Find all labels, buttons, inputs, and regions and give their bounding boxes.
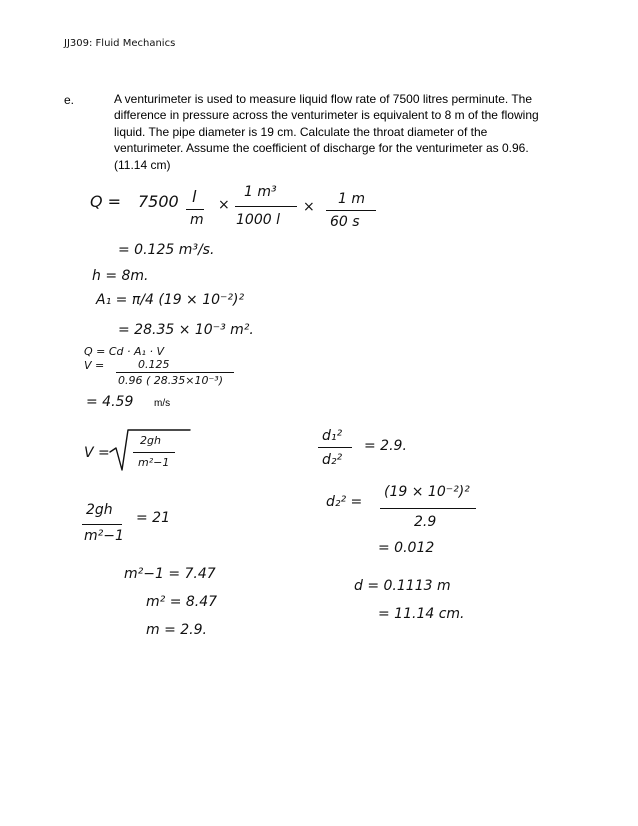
d-ratio-num: d₁² bbox=[322, 428, 343, 444]
v-numerator: 0.125 bbox=[138, 358, 170, 371]
area-a1-result: = 28.35 × 10⁻³ m². bbox=[118, 322, 254, 338]
v-formula-lhs: V = bbox=[84, 445, 110, 461]
d2-lhs: d₂² = bbox=[326, 494, 363, 510]
d-ratio-eq: = 2.9. bbox=[364, 438, 407, 454]
q-min: m bbox=[190, 212, 204, 228]
conv-m3-den: 1000 l bbox=[236, 212, 280, 228]
v-lhs: V = bbox=[84, 359, 105, 372]
q-equation: Q = Cd · A₁ · V bbox=[84, 345, 164, 358]
times-sign-2: × bbox=[303, 199, 315, 215]
question-text: A venturimeter is used to measure liquid flow rate of 7500 litres perminute. The difference in pressure across the venturimeter is equivalent to 8 m of the flowing liquid. The pipe diameter is 19 cm. Calculate the throat diameter of the venturimeter. Assume the coefficient of discharge for the venturimeter as 0.96.(11.14 cm) bbox=[114, 92, 539, 172]
square-root-sign bbox=[110, 430, 190, 470]
m2-minus-one: m²−1 = 7.47 bbox=[124, 566, 216, 582]
m-squared: m² = 8.47 bbox=[146, 594, 218, 610]
q-result: = 0.125 m³/s. bbox=[118, 242, 215, 258]
v-formula-den: m²−1 bbox=[138, 456, 170, 469]
v-result: = 4.59 bbox=[86, 394, 134, 410]
d-ratio-den: d₂² bbox=[322, 452, 343, 468]
times-sign-1: × bbox=[218, 197, 230, 213]
question-label: e. bbox=[64, 93, 75, 107]
conv-min-num: 1 m bbox=[338, 191, 365, 207]
q-lhs: Q = bbox=[90, 192, 122, 211]
d-cm: = 11.14 cm. bbox=[378, 606, 465, 622]
d2-result: = 0.012 bbox=[378, 540, 435, 556]
conv-min-den: 60 s bbox=[330, 214, 360, 230]
q-litre: l bbox=[192, 187, 197, 206]
v-unit: m/s bbox=[154, 398, 171, 409]
d2-denominator: 2.9 bbox=[414, 514, 437, 530]
ratio-num: 2gh bbox=[86, 502, 113, 518]
ratio-den: m²−1 bbox=[84, 528, 124, 544]
ratio-eq: = 21 bbox=[136, 510, 170, 526]
d2-numerator: (19 × 10⁻²)² bbox=[384, 484, 470, 500]
m-value: m = 2.9. bbox=[146, 622, 207, 638]
v-formula-num: 2gh bbox=[140, 434, 161, 447]
document-header: JJ309: Fluid Mechanics bbox=[64, 38, 176, 49]
d-result: d = 0.1113 m bbox=[354, 578, 451, 594]
v-denominator: 0.96 ( 28.35×10⁻³) bbox=[118, 374, 223, 387]
head-h: h = 8m. bbox=[92, 268, 149, 284]
q-7500: 7500 bbox=[138, 192, 179, 211]
area-a1: A₁ = π/4 (19 × 10⁻²)² bbox=[96, 292, 245, 308]
conv-m3-num: 1 m³ bbox=[244, 184, 277, 200]
